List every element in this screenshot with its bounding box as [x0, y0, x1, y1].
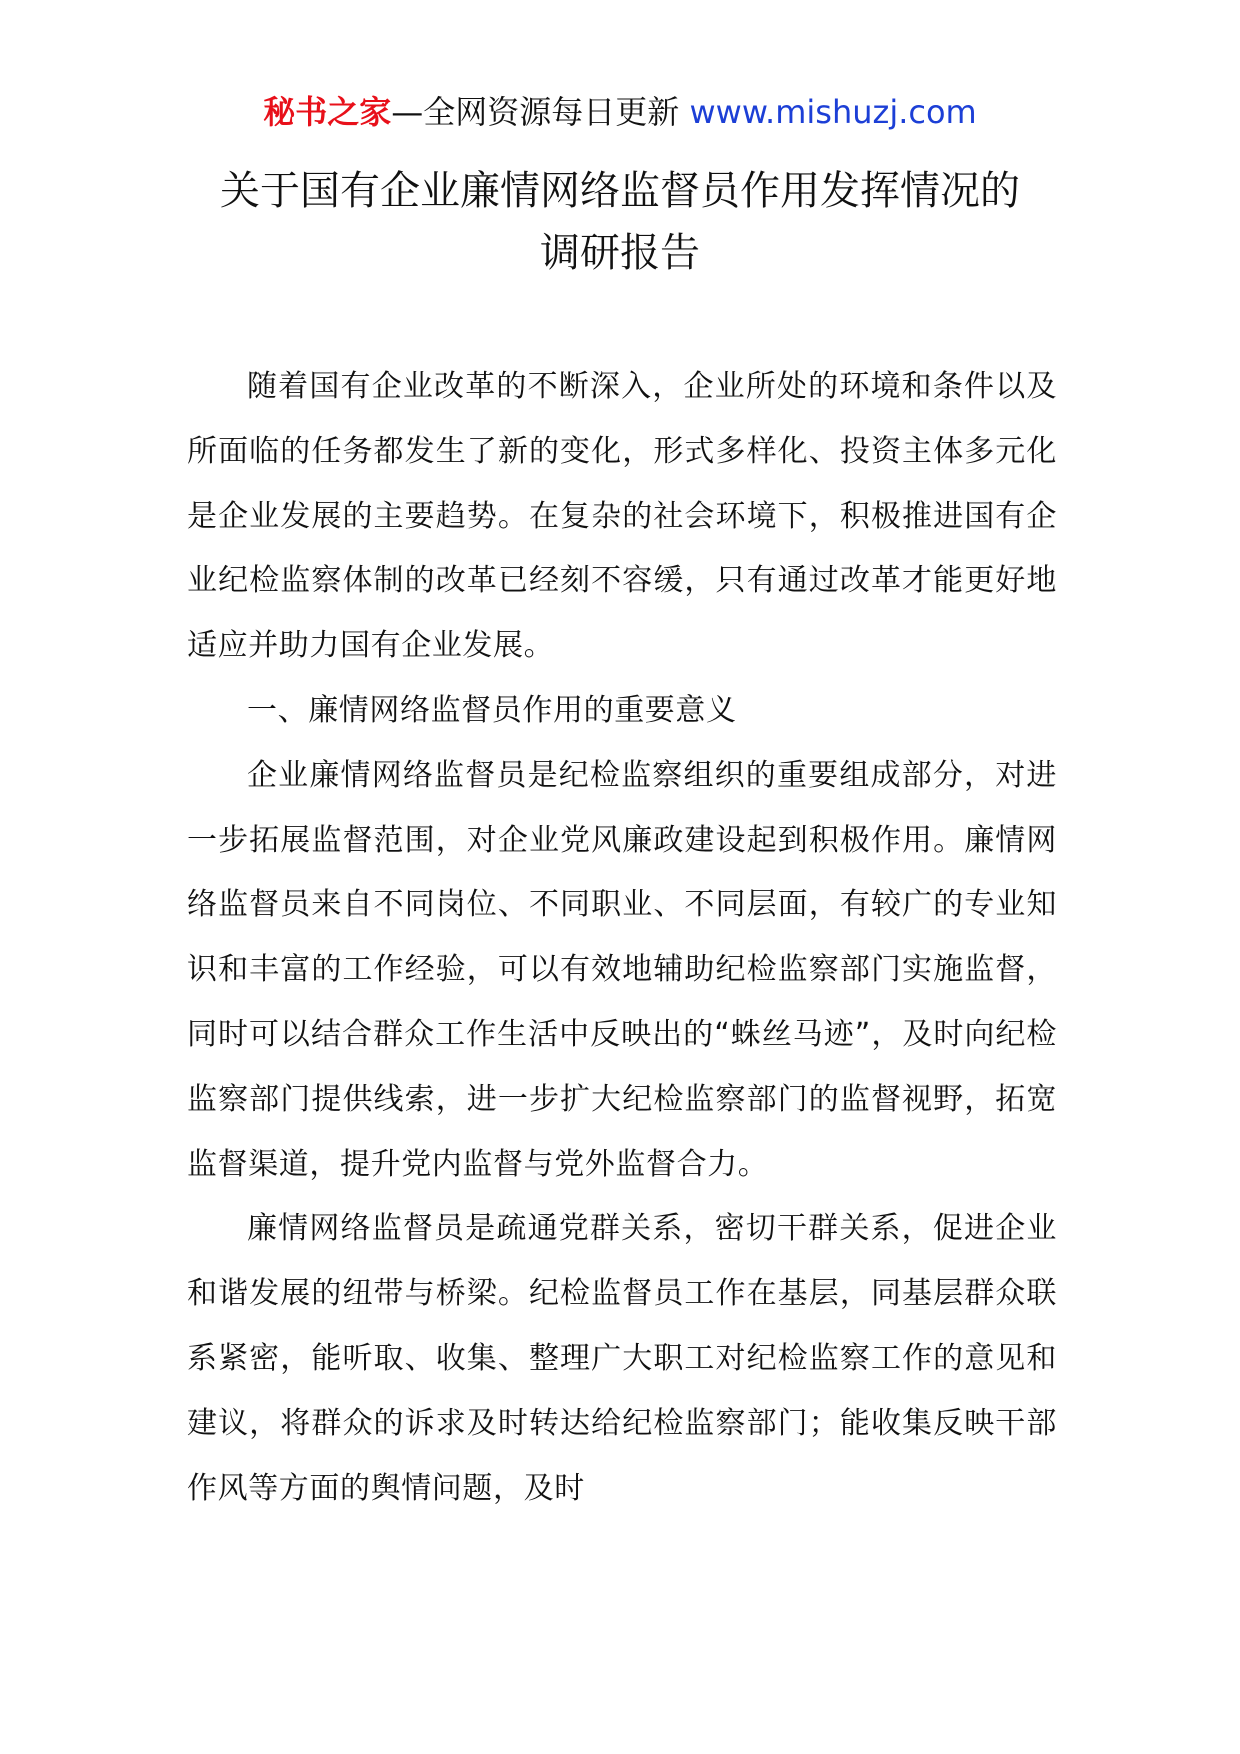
- section-heading: 一、廉情网络监督员作用的重要意义: [247, 692, 737, 728]
- site-header: [0, 88, 1240, 136]
- body-paragraph: 企业廉情网络监督员是纪检监察组织的重要组成部分，对进一步拓展监督范围，对企业党风廉政建设起到积极作用。廉情网络监督员来自不同岗位、不同职业、不同层面，有较广的专业知识和丰富的工作经验，可以有效地辅助纪检监察部门实施监督，同时可以结合群众工作生活中反映出的“蛛丝马迹”，及时向纪检监察部门提供线索，进一步扩大纪检监察部门的监督视野，拓宽监督渠道，提升党内监督与党外监督合力。: [187, 757, 1057, 1182]
- site-url[interactable]: www.mishuzj.com: [689, 93, 977, 131]
- body-paragraph: 廉情网络监督员是疏通党群关系，密切干群关系，促进企业和谐发展的纽带与桥梁。纪检监督员工作在基层，同基层群众联系紧密，能听取、收集、整理广大职工对纪检监察工作的意见和建议，将群众的诉求及时转达给纪检监察部门；能收集反映干部作风等方面的舆情问题，及时: [187, 1211, 1057, 1506]
- site-brand: 秘书之家: [263, 93, 392, 131]
- document-title-line2: 调研报告: [540, 230, 700, 276]
- document-body: [187, 355, 1057, 1521]
- site-tagline: —全网资源每日更新: [391, 93, 680, 131]
- document-title: [150, 160, 1090, 284]
- document-title-line1: 关于国有企业廉情网络监督员作用发挥情况的: [220, 168, 1020, 214]
- intro-paragraph: 随着国有企业改革的不断深入，企业所处的环境和条件以及所面临的任务都发生了新的变化，形式多样化、投资主体多元化是企业发展的主要趋势。在复杂的社会环境下，积极推进国有企业纪检监察体制的改革已经刻不容缓，只有通过改革才能更好地适应并助力国有企业发展。: [187, 369, 1057, 664]
